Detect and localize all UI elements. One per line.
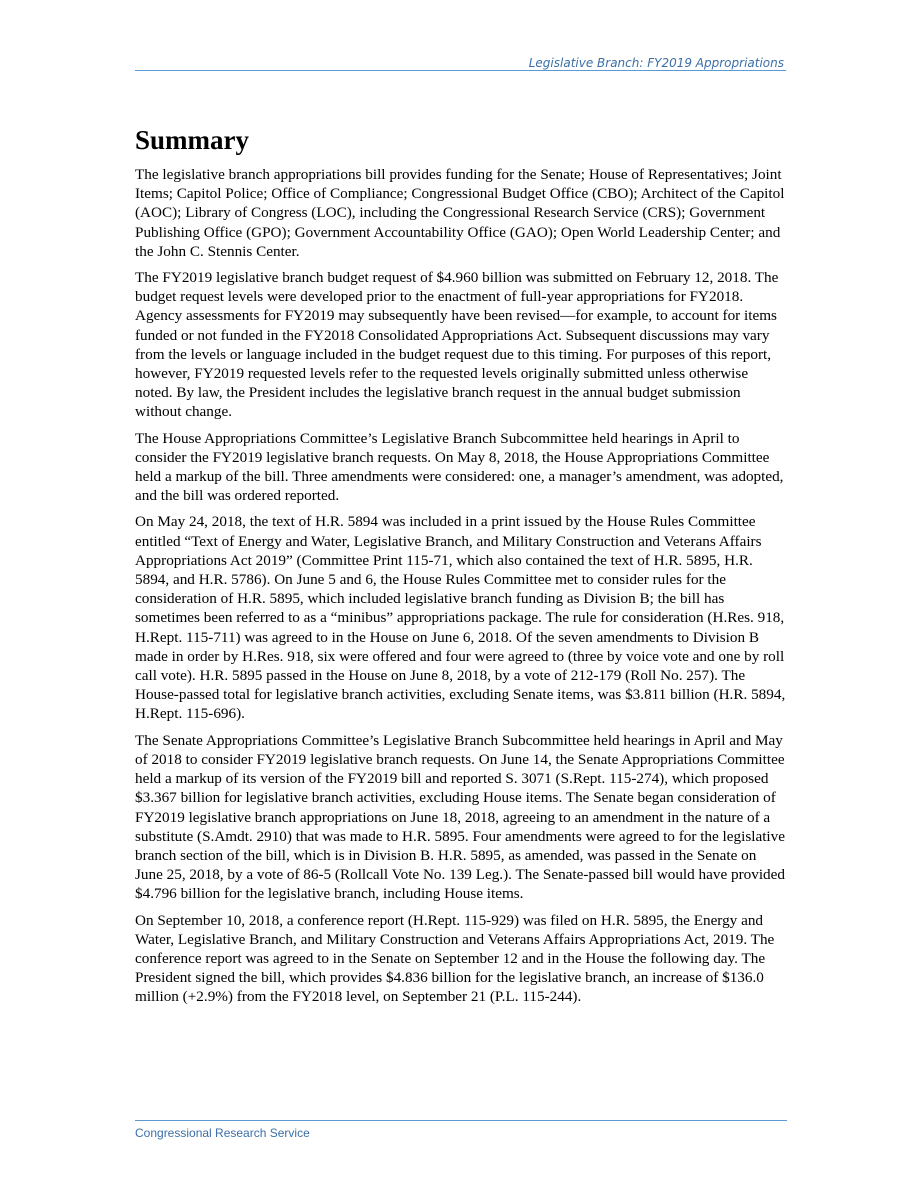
summary-paragraph-2: The FY2019 legislative branch budget request of $4.960 billion was submitted on February 12, 2018. The budget request levels were developed prior to the enactment of full-year appropriations for FY2018. Agency assessments for FY2019 may subsequently have been revised—for example, to account for items funded or not funded in the FY2018 Consolidated Appropriations Act. Subsequent discussions may vary from the levels or language included in the budget request due to this timing. For purposes of this report, however, FY2019 requested levels refer to the requested levels originally submitted unless otherwise noted. By law, the President includes the legislative branch request in the annual budget submission without change.: [135, 269, 779, 421]
summary-section: [135, 124, 787, 1014]
summary-paragraph-3: The House Appropriations Committee’s Legislative Branch Subcommittee held hearings in April to consider the FY2019 legislative branch requests. On May 8, 2018, the House Appropriations Committee held a markup of the bill. Three amendments were considered: one, a manager’s amendment, was adopted, and the bill was ordered reported.: [135, 429, 784, 505]
footer-source: Congressional Research Service: [135, 1126, 310, 1140]
running-header: [135, 54, 786, 71]
page-footer: [135, 1120, 787, 1142]
summary-paragraph-6: On September 10, 2018, a conference report (H.Rept. 115-929) was filed on H.R. 5895, the Energy and Water, Legislative Branch, and Military Construction and Veterans Affairs Appropriations Act, 2019. The conference report was agreed to in the Senate on September 12 and in the House the following day. The President signed the bill, which provides $4.836 billion for the legislative branch, an increase of $136.0 million (+2.9%) from the FY2018 level, on September 21 (P.L. 115-244).: [135, 911, 775, 1006]
running-header-title: Legislative Branch: FY2019 Appropriations: [528, 56, 784, 70]
summary-paragraph-4: On May 24, 2018, the text of H.R. 5894 was included in a print issued by the House Rules Committee entitled “Text of Energy and Water, Legislative Branch, and Military Construction and Veterans Affairs Appropriations Act 2019” (Committee Print 115-71, which also contained the text of H.R. 5895, H.R. 5894, and H.R. 5786). On June 5 and 6, the House Rules Committee met to consider rules for the consideration of H.R. 5895, which included legislative branch funding as Division B; the bill has sometimes been referred to as a “minibus” appropriations package. The rule for consideration (H.Res. 918, H.Rept. 115-711) was agreed to in the House on June 6, 2018. Of the seven amendments to Division B made in order by H.Res. 918, six were offered and four were agreed to (three by voice vote and one by roll call vote). H.R. 5895 passed in the House on June 8, 2018, by a vote of 212-179 (Roll No. 257). The House-passed total for legislative branch activities, excluding Senate items, was $3.811 billion (H.R. 5894, H.Rept. 115-696).: [135, 513, 786, 723]
summary-paragraph-5: The Senate Appropriations Committee’s Legislative Branch Subcommittee held hearings in April and May of 2018 to consider FY2019 legislative branch requests. On June 14, the Senate Appropriations Committee held a markup of its version of the FY2019 bill and reported S. 3071 (S.Rept. 115-274), which proposed $3.367 billion for legislative branch activities, excluding House items. The Senate began consideration of FY2019 legislative branch appropriations on June 18, 2018, agreeing to an amendment in the nature of a substitute (S.Amdt. 2910) that was made to H.R. 5895. Four amendments were agreed to for the legislative branch section of the bill, which is in Division B. H.R. 5895, as amended, was passed in the Senate on June 25, 2018, by a vote of 86-5 (Rollcall Vote No. 139 Leg.). The Senate-passed bill would have provided $4.796 billion for the legislative branch, including House items.: [135, 731, 785, 903]
section-title: Summary: [135, 125, 249, 155]
summary-paragraph-1: The legislative branch appropriations bill provides funding for the Senate; House of Representatives; Joint Items; Capitol Police; Office of Compliance; Congressional Budget Office (CBO); Architect of the Capitol (AOC); Library of Congress (LOC), including the Congressional Research Service (CRS); Government Publishing Office (GPO); Government Accountability Office (GAO); Open World Leadership Center; and the John C. Stennis Center.: [135, 166, 785, 260]
